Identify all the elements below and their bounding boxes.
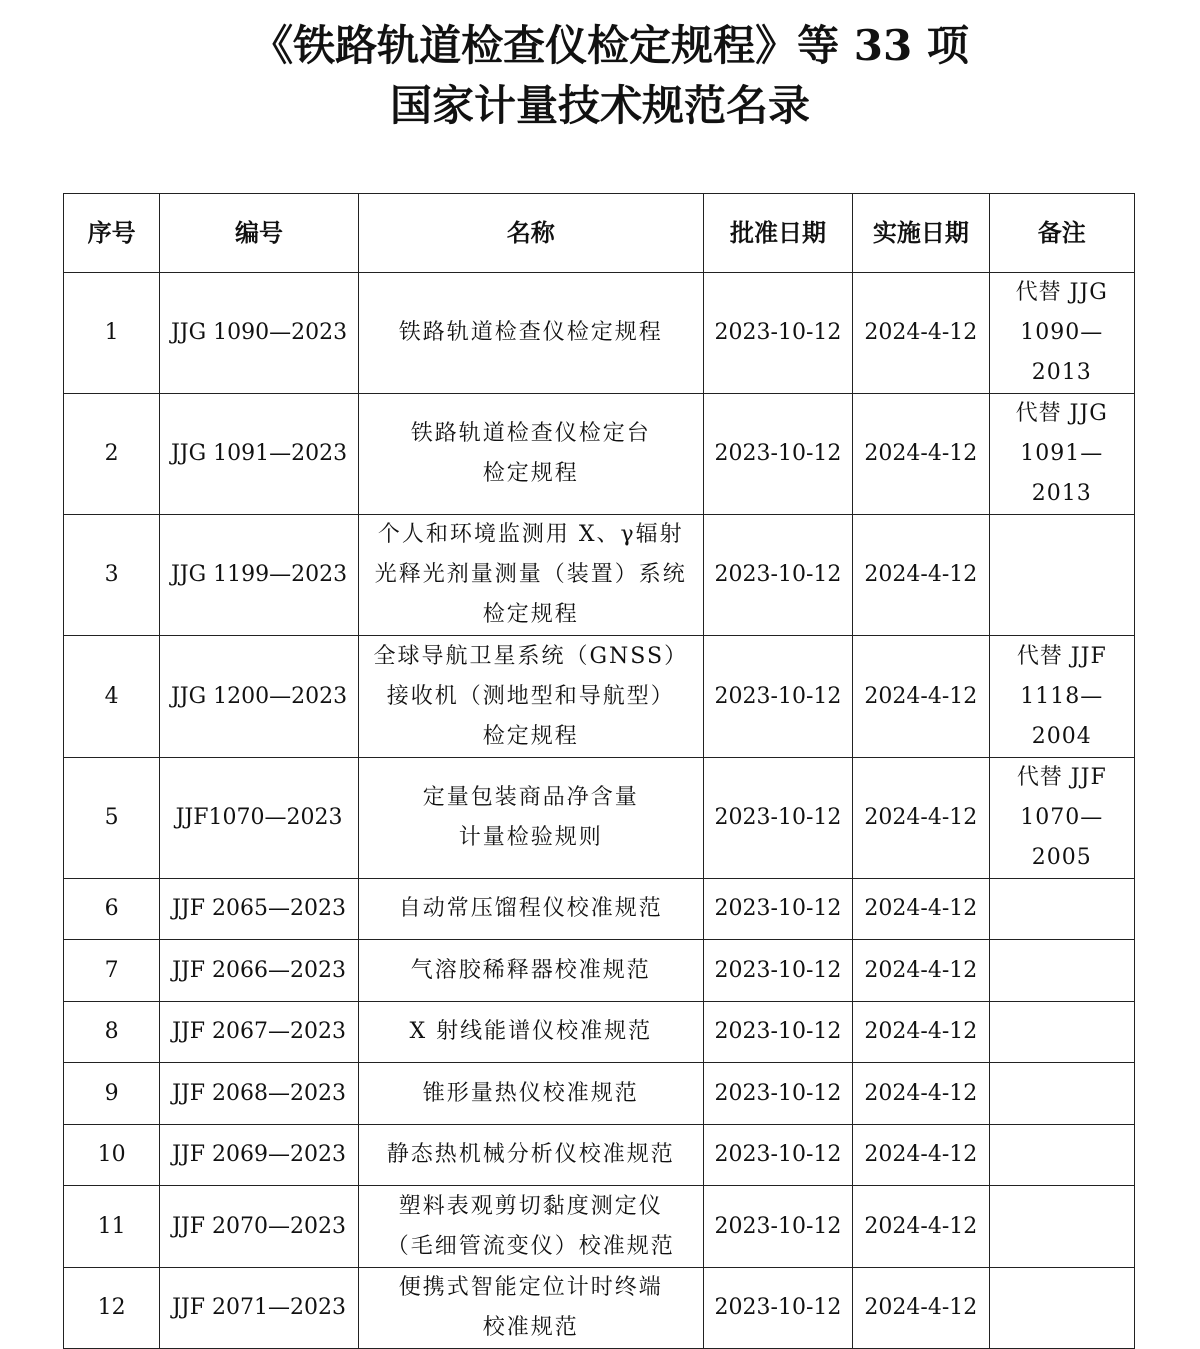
table-row (64, 394, 1135, 515)
cell-seq: 6 (64, 879, 160, 940)
cell-effective-date: 2024-4-12 (853, 758, 989, 879)
cell-note (989, 1125, 1134, 1186)
table-row (64, 1125, 1135, 1186)
cell-name-line: 静态热机械分析仪校准规范 (386, 1142, 675, 1167)
cell-effective-date: 2024-4-12 (853, 1268, 989, 1349)
cell-note-line: 1118—2004 (1020, 683, 1104, 749)
cell-seq: 2 (64, 394, 160, 515)
cell-name (358, 636, 703, 758)
cell-note (989, 879, 1134, 940)
standards-table (63, 193, 1135, 1349)
cell-seq: 10 (64, 1125, 160, 1186)
cell-note (989, 1063, 1134, 1125)
cell-note (989, 758, 1134, 879)
cell-code: JJF 2070—2023 (160, 1186, 359, 1268)
cell-name (358, 1002, 703, 1063)
cell-seq: 4 (64, 636, 160, 758)
cell-note-line: 1091—2013 (1020, 441, 1104, 506)
cell-name-line: 气溶胶稀释器校准规范 (410, 957, 651, 983)
header-seq: 序号 (64, 194, 160, 273)
cell-note-line: 代替 JJF (1016, 765, 1107, 790)
header-approved-date: 批准日期 (703, 194, 852, 273)
cell-name-line: 便携式智能定位计时终端 (398, 1275, 663, 1300)
cell-seq: 3 (64, 515, 160, 636)
cell-name (358, 394, 703, 515)
cell-name-line: 接收机（测地型和导航型） (386, 683, 675, 709)
cell-seq: 8 (64, 1002, 160, 1063)
header-code: 编号 (160, 194, 359, 273)
cell-approved-date: 2023-10-12 (703, 1125, 852, 1186)
cell-code: JJG 1091—2023 (160, 394, 359, 515)
cell-code: JJF 2066—2023 (160, 940, 359, 1002)
cell-code: JJF 2069—2023 (160, 1125, 359, 1186)
cell-effective-date: 2024-4-12 (853, 515, 989, 636)
cell-code: JJF 2068—2023 (160, 1063, 359, 1125)
cell-code: JJF1070—2023 (160, 758, 359, 879)
cell-seq: 11 (64, 1186, 160, 1268)
header-effective-date: 实施日期 (853, 194, 989, 273)
cell-seq: 7 (64, 940, 160, 1002)
cell-approved-date: 2023-10-12 (703, 1063, 852, 1125)
header-note: 备注 (989, 194, 1134, 273)
cell-note (989, 1268, 1134, 1349)
cell-name (358, 1125, 703, 1186)
table-row (64, 636, 1135, 758)
cell-note (989, 394, 1134, 515)
cell-effective-date: 2024-4-12 (853, 1125, 989, 1186)
cell-code: JJG 1199—2023 (160, 515, 359, 636)
cell-note (989, 1002, 1134, 1063)
document-title-line1: 《铁路轨道检查仪检定规程》等 33 项 (251, 21, 969, 70)
cell-seq: 5 (64, 758, 160, 879)
cell-approved-date: 2023-10-12 (703, 273, 852, 394)
cell-note (989, 273, 1134, 394)
cell-name-line: 个人和环境监测用 X、γ辐射 (377, 522, 684, 547)
cell-approved-date: 2023-10-12 (703, 1002, 852, 1063)
cell-note-line: 1070—2005 (1020, 805, 1104, 870)
cell-name (358, 1268, 703, 1349)
cell-effective-date: 2024-4-12 (853, 1002, 989, 1063)
cell-name (358, 879, 703, 940)
cell-effective-date: 2024-4-12 (853, 879, 989, 940)
cell-effective-date: 2024-4-12 (853, 1063, 989, 1125)
cell-name (358, 515, 703, 636)
cell-name-line: 塑料表观剪切黏度测定仪 (398, 1193, 663, 1219)
cell-name-line: 检定规程 (482, 461, 579, 486)
cell-approved-date: 2023-10-12 (703, 636, 852, 758)
cell-name-line: 校准规范 (482, 1315, 579, 1340)
table-row (64, 940, 1135, 1002)
cell-note-line: 代替 JJF (1016, 643, 1107, 669)
cell-effective-date: 2024-4-12 (853, 394, 989, 515)
header-name: 名称 (358, 194, 703, 273)
cell-name-line: X 射线能谱仪校准规范 (409, 1019, 653, 1044)
cell-note-line: 1090—2013 (1020, 320, 1104, 385)
cell-name-line: 铁路轨道检查仪检定台 (410, 421, 651, 446)
cell-name (358, 273, 703, 394)
cell-code: JJG 1090—2023 (160, 273, 359, 394)
cell-effective-date: 2024-4-12 (853, 273, 989, 394)
cell-name-line: 定量包装商品净含量 (422, 785, 639, 810)
cell-name-line: 铁路轨道检查仪检定规程 (398, 320, 663, 345)
cell-code: JJF 2065—2023 (160, 879, 359, 940)
cell-approved-date: 2023-10-12 (703, 879, 852, 940)
cell-code: JJG 1200—2023 (160, 636, 359, 758)
cell-name-line: （毛细管流变仪）校准规范 (386, 1233, 675, 1259)
cell-approved-date: 2023-10-12 (703, 1268, 852, 1349)
document-title-line2: 国家计量技术规范名录 (389, 81, 810, 130)
cell-approved-date: 2023-10-12 (703, 1186, 852, 1268)
cell-note-line: 代替 JJG (1015, 401, 1108, 426)
table-row (64, 1186, 1135, 1268)
cell-name-line: 计量检验规则 (458, 825, 603, 850)
table-body (64, 273, 1135, 1349)
cell-name-line: 全球导航卫星系统（GNSS） (373, 643, 689, 669)
cell-name-line: 检定规程 (482, 723, 579, 749)
cell-note (989, 1186, 1134, 1268)
cell-name (358, 940, 703, 1002)
cell-effective-date: 2024-4-12 (853, 1186, 989, 1268)
cell-name-line: 锥形量热仪校准规范 (422, 1080, 639, 1106)
cell-name-line: 光释光剂量测量（装置）系统 (374, 562, 687, 587)
table-row (64, 1268, 1135, 1349)
table-row (64, 273, 1135, 394)
cell-approved-date: 2023-10-12 (703, 394, 852, 515)
cell-approved-date: 2023-10-12 (703, 515, 852, 636)
cell-effective-date: 2024-4-12 (853, 940, 989, 1002)
cell-note (989, 940, 1134, 1002)
table-row (64, 515, 1135, 636)
cell-name (358, 758, 703, 879)
cell-name-line: 检定规程 (482, 602, 579, 627)
cell-seq: 12 (64, 1268, 160, 1349)
cell-code: JJF 2071—2023 (160, 1268, 359, 1349)
table-row (64, 879, 1135, 940)
table-row (64, 1063, 1135, 1125)
cell-name (358, 1063, 703, 1125)
table-row (64, 1002, 1135, 1063)
cell-seq: 1 (64, 273, 160, 394)
cell-effective-date: 2024-4-12 (853, 636, 989, 758)
cell-note (989, 515, 1134, 636)
table-row (64, 758, 1135, 879)
cell-code: JJF 2067—2023 (160, 1002, 359, 1063)
table-header-row (64, 194, 1135, 273)
cell-name (358, 1186, 703, 1268)
cell-note (989, 636, 1134, 758)
cell-approved-date: 2023-10-12 (703, 940, 852, 1002)
cell-note-line: 代替 JJG (1015, 280, 1108, 305)
cell-name-line: 自动常压馏程仪校准规范 (398, 896, 663, 921)
cell-seq: 9 (64, 1063, 160, 1125)
cell-approved-date: 2023-10-12 (703, 758, 852, 879)
